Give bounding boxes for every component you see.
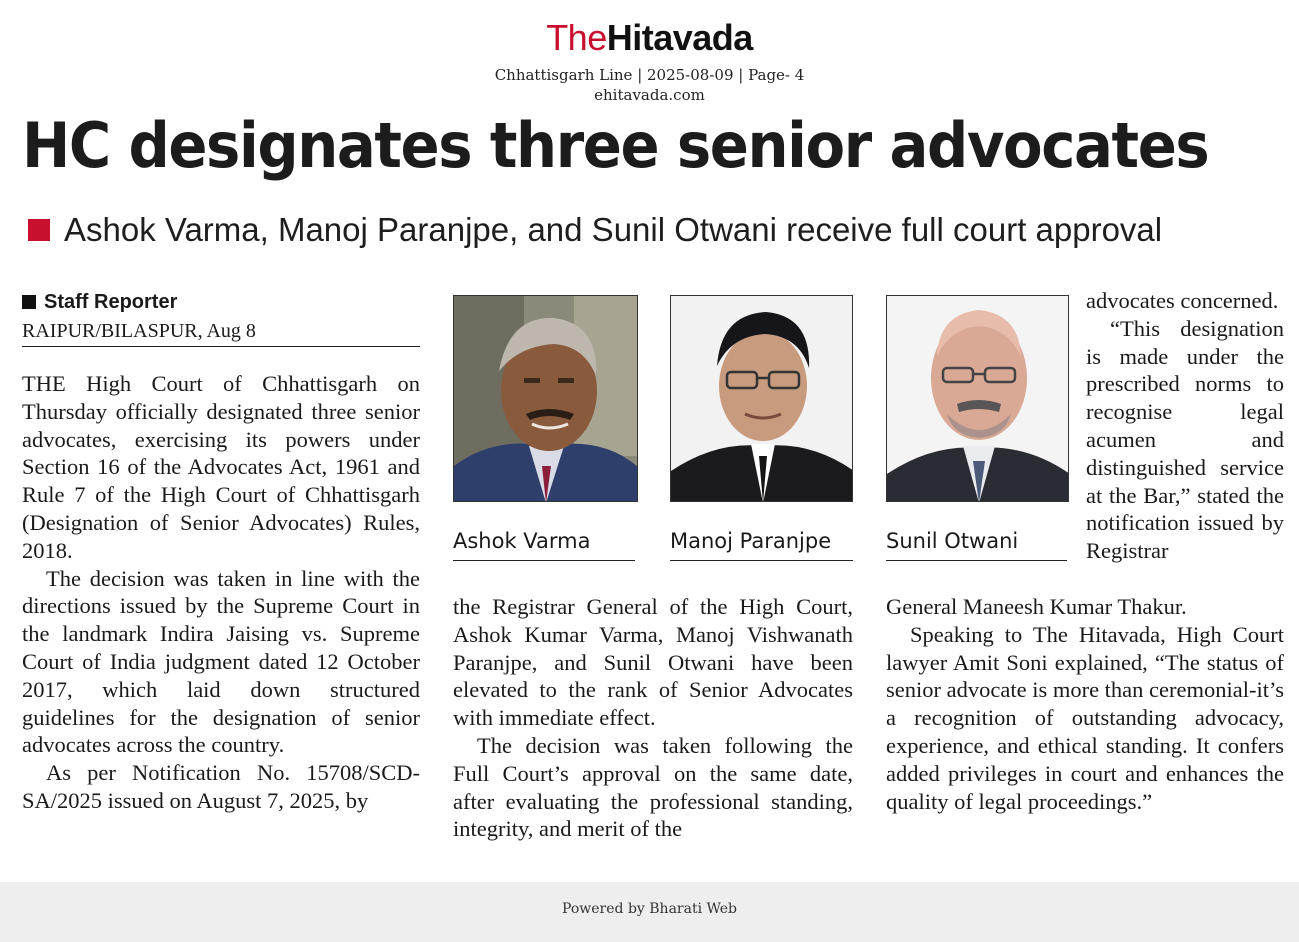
logo-name: Hitavada	[606, 17, 753, 58]
article-headline: HC designates three senior advocates	[22, 109, 1209, 182]
red-square-bullet-icon	[28, 219, 50, 241]
portrait-photo-ashok-varma	[453, 295, 638, 502]
paragraph: advocates concerned.	[1086, 288, 1279, 313]
byline-row	[22, 290, 420, 314]
article-column-3	[886, 593, 1284, 815]
paragraph: the Registrar General of the High Court, Ashok Kumar Varma, Manoj Vishwanath Paranjpe, and Sunil Otwani have been elevated to the rank of Senior Advocates with immediate effect.	[453, 594, 853, 731]
article-column-2	[453, 593, 853, 843]
paragraph: The decision was taken following the Full Court’s approval on the same date, after evaluating the professional standing, integrity, and merit of the	[453, 732, 853, 842]
paragraph: Speaking to The Hitavada, High Court lawyer Amit Soni explained, “The status of senior advocate is more than ceremonial-it’s a recognition of outstanding advocacy, experience, and ethical standing. It confers added privileges in court and enhances the quality of legal proceedings.”	[886, 621, 1284, 814]
paragraph: “This designation is made under the prescribed norms to recognise legal acumen and distinguished service at the Bar,” stated the notification issued by Registrar	[1086, 315, 1284, 564]
dateline: RAIPUR/BILASPUR, Aug 8	[22, 318, 420, 347]
paragraph: THE High Court of Chhattisgarh on Thursday officially designated three senior advocates, exercising its powers under Section 16 of the Advocates Act, 1961 and Rule 7 of the High Court of Chhattisgarh (Designation of Senior Advocates) Rules, 2018.	[22, 371, 420, 563]
logo-prefix: The	[546, 17, 607, 58]
photo-caption: Manoj Paranjpe	[670, 527, 853, 561]
website-link[interactable]: ehitavada.com	[594, 86, 705, 104]
article-subheadline: Ashok Varma, Manoj Paranjpe, and Sunil Otwani receive full court approval	[64, 211, 1163, 248]
portrait-photo-sunil-otwani	[886, 295, 1069, 502]
paragraph: General Maneesh Kumar Thakur.	[886, 594, 1187, 619]
article-column-3-top	[1086, 287, 1284, 565]
byline: Staff Reporter	[44, 291, 178, 313]
portrait-photo-manoj-paranjpe	[670, 295, 853, 502]
article-column-1	[22, 370, 420, 815]
photo-caption: Sunil Otwani	[886, 527, 1067, 561]
photo-caption: Ashok Varma	[453, 527, 635, 561]
subheadline-row	[28, 210, 1162, 250]
byline-block	[22, 290, 420, 347]
masthead	[0, 18, 1299, 58]
footer-credit-link[interactable]: Powered by Bharati Web	[562, 901, 737, 917]
newspaper-logo[interactable]	[0, 18, 1299, 58]
paragraph: The decision was taken in line with the directions issued by the Supreme Court in the landmark Indira Jaising vs. Supreme Court of India judgment dated 12 October 2017, which laid down structured guidelines for the designation of senior advocates across the country.	[22, 565, 420, 758]
black-square-bullet-icon	[22, 295, 36, 309]
edition-info: Chhattisgarh Line | 2025-08-09 | Page- 4	[494, 66, 805, 84]
paragraph: As per Notification No. 15708/SCD-SA/2025 issued on August 7, 2025, by	[22, 760, 420, 813]
